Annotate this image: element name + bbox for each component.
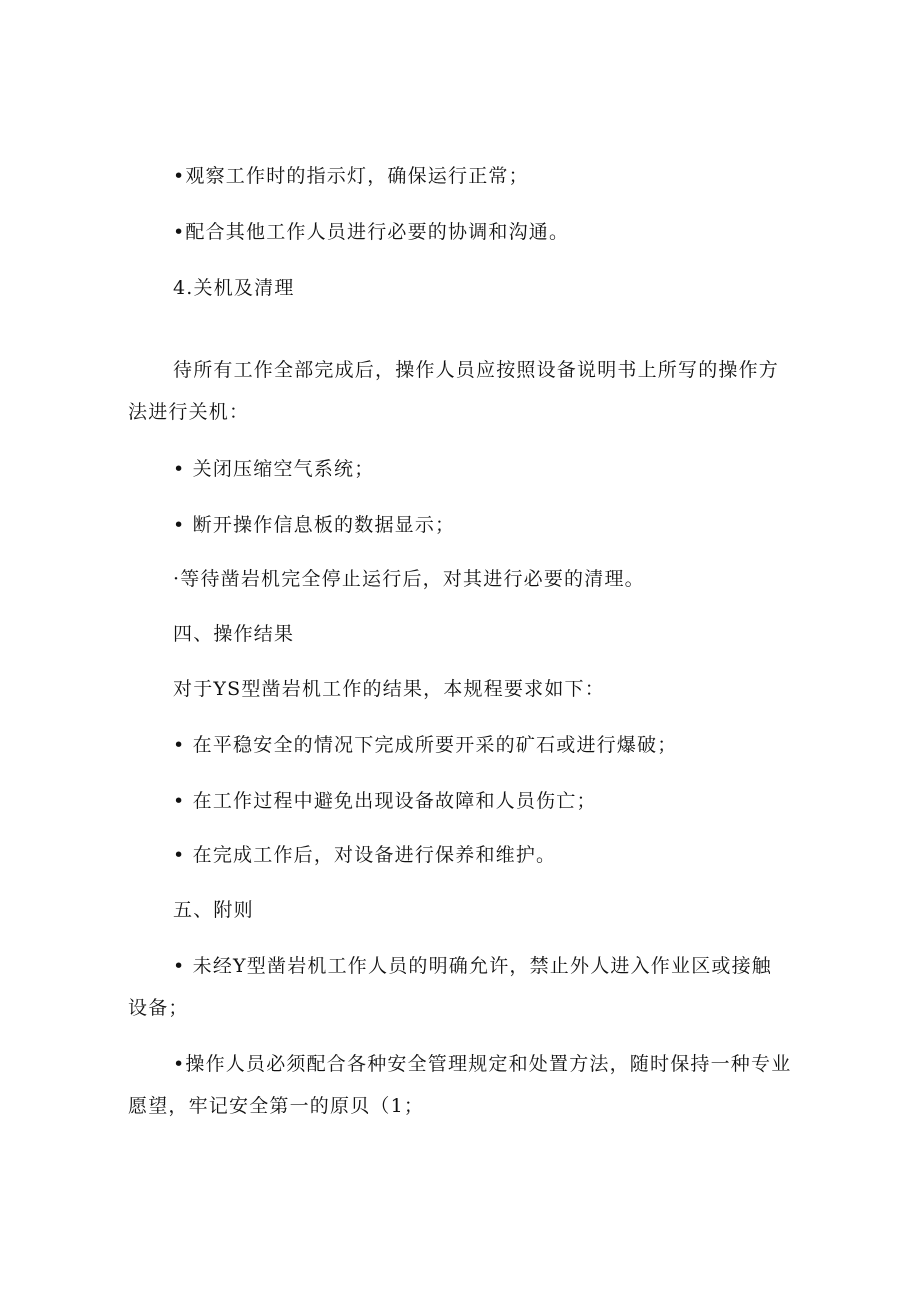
bullet-no-outsiders-line-2: 设备； [128, 997, 189, 1019]
bullet-avoid-failure: • 在工作过程中避免出现设备故障和人员伤亡； [173, 790, 597, 812]
bullet-comply-line-1: •操作人员必须配合各种安全管理规定和处置方法，随时保持一种专业 [173, 1053, 792, 1075]
bullet-observe-indicator: •观察工作时的指示灯，确保运行正常； [173, 165, 529, 187]
heading-appendix: 五、附则 [173, 899, 254, 921]
bullet-maintenance: • 在完成工作后，对设备进行保养和维护。 [173, 844, 557, 866]
bullet-close-air: • 关闭压缩空气系统； [173, 458, 375, 480]
paragraph-results: 对于YS型凿岩机工作的结果，本规程要求如下： [173, 678, 605, 700]
bullet-wait-stop: ·等待凿岩机完全停止运行后，对其进行必要的清理。 [173, 568, 645, 590]
bullet-no-outsiders-line-1: • 未经Y型凿岩机工作人员的明确允许，禁止外人进入作业区或接触 [173, 955, 772, 977]
heading-results: 四、操作结果 [173, 623, 295, 645]
heading-shutdown: 4.关机及清理 [173, 277, 295, 299]
paragraph-shutdown-line-1: 待所有工作全部完成后，操作人员应按照设备说明书上所写的操作方 [173, 359, 780, 381]
paragraph-shutdown-line-2: 法进行关机： [128, 401, 250, 423]
bullet-cooperate: •配合其他工作人员进行必要的协调和沟通。 [173, 221, 570, 243]
bullet-disconnect-display: • 断开操作信息板的数据显示； [173, 514, 456, 536]
bullet-safe-complete: • 在平稳安全的情况下完成所要开采的矿石或进行爆破； [173, 734, 678, 756]
bullet-comply-line-2: 愿望，牢记安全第一的原贝（1； [128, 1095, 425, 1117]
